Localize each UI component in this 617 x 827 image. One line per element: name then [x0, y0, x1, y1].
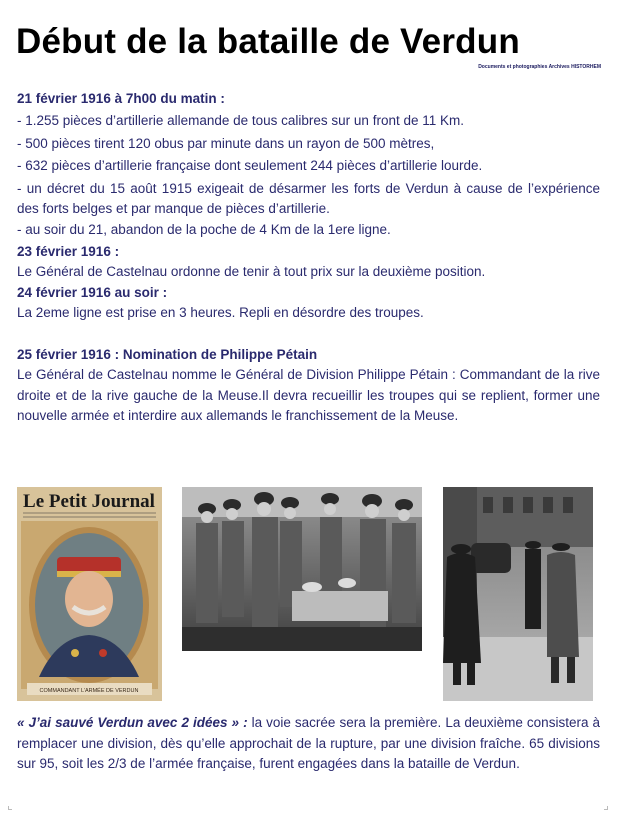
fact-line: - au soir du 21, abandon de la poche de 4 Km de la 1ere ligne.	[17, 221, 391, 237]
photo-credit: Documents et photographies Archives HISTORHEM	[478, 64, 601, 70]
corner-mark	[604, 806, 608, 810]
fact-line: - 632 pièces d’artillerie française dont seulement 244 pièces d’artillerie lourde.	[17, 158, 483, 173]
paragraph-feb-24: La 2eme ligne est prise en 3 heures. Repli en désordre des troupes.	[17, 304, 424, 320]
journal-caption: COMMANDANT L’ARMÉE DE VERDUN	[39, 688, 139, 694]
soldiers-group-photo	[182, 487, 422, 651]
heading-feb-23: 23 février 1916 :	[17, 244, 120, 259]
paragraph-feb-23: Le Général de Castelnau ordonne de tenir à tout prix sur la deuxième position.	[17, 264, 486, 279]
heading-feb-21: 21 février 1916 à 7h00 du matin :	[17, 91, 225, 106]
paragraph-feb-25: Le Général de Castelnau nomme le Général de Division Philippe Pétain : Commandant de la rive droite et de la rive gauche de la Meuse.Il devra recueillir les troupes qui se replient, former une nouvelle armée et interdire aux allemands le franchissement de la Meuse.	[17, 367, 600, 423]
soldiers-group-illustration	[182, 487, 422, 651]
officers-street-photo	[443, 487, 593, 701]
fact-line: - 500 pièces tirent 120 obus par minute dans un rayon de 500 mètres,	[17, 135, 435, 151]
petain-quote: « J’ai sauvé Verdun avec 2 idées » :	[17, 715, 248, 730]
corner-mark	[8, 806, 12, 810]
petit-journal-cover-image	[17, 487, 162, 701]
footer-paragraph	[17, 713, 600, 775]
fact-line: - un décret du 15 août 1915 exigeait de désarmer les forts de Verdun à cause de l’expérience des forts belges et par manque de pièces d’artillerie.	[17, 180, 600, 216]
main-text	[17, 89, 600, 427]
fact-line: - 1.255 pièces d’artillerie allemande de tous calibres sur un front de 11 Km.	[17, 113, 464, 128]
petit-journal-illustration	[17, 487, 162, 701]
page-title: Début de la bataille de Verdun	[16, 22, 520, 61]
officers-street-illustration	[443, 487, 593, 701]
journal-masthead: Le Petit Journal	[23, 491, 155, 512]
footer-text: la voie sacrée sera la première. La deuxième consistera à remplacer une division, dès qu’elle approchait de la rupture, par une division fraîche. 65 divisions sur 95, soit les 2/3 de l’armée française, furent engagées dans la bataille de Verdun.	[17, 715, 600, 771]
heading-feb-25: 25 février 1916 : Nomination de Philippe Pétain	[17, 347, 318, 362]
heading-feb-24: 24 février 1916 au soir :	[17, 284, 168, 300]
